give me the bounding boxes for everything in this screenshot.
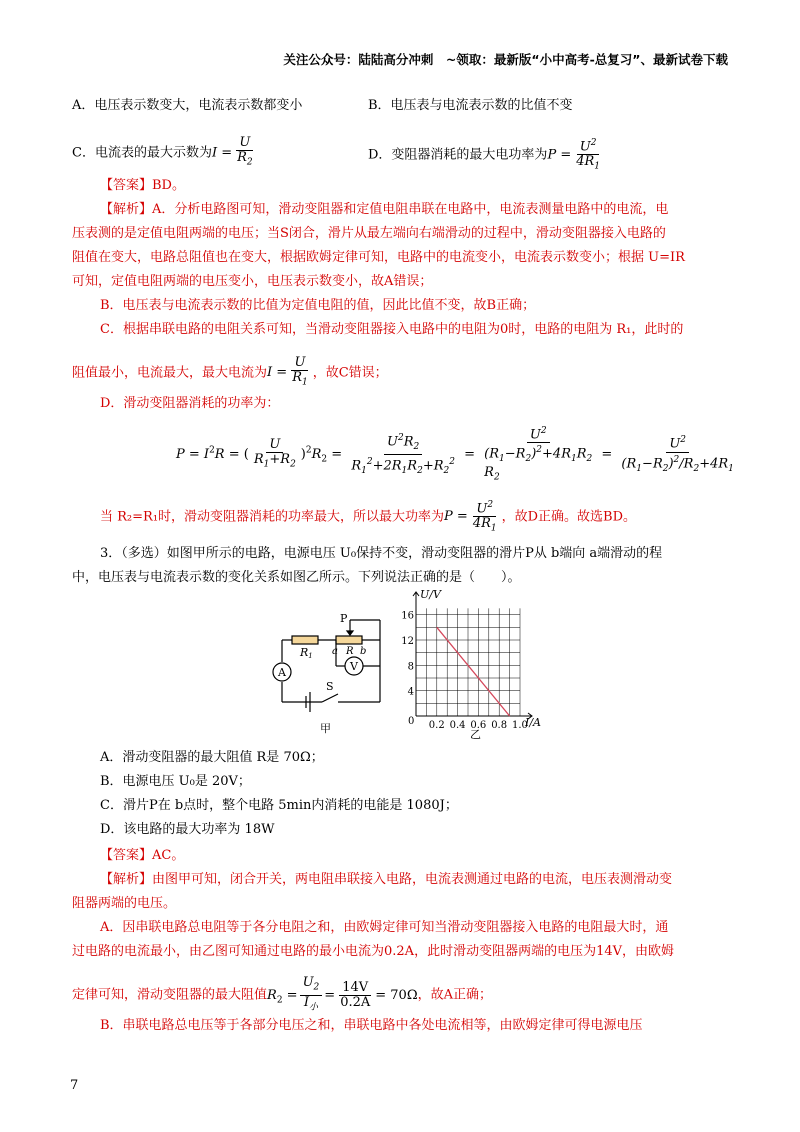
- q3-explanation-a1: A．因串联电路总电阻等于各分电阻之和，由欧姆定律可知当滑动变阻器接入电路的电阻最大时，通: [100, 920, 669, 935]
- q3-explanation-a3: 定律可知，滑动变阻器的最大阻值$R_2$ = $\frac{U_2}{I_小}$ = $\frac{14V}{0.2A}$ = 70Ω，故A正确；: [72, 975, 492, 1013]
- prev-option-a: A．电压表示数变大，电流表示数都变小: [72, 98, 303, 113]
- origin-label: 0: [408, 716, 415, 727]
- x-tick-label: 0.6: [470, 720, 487, 731]
- page-header: 关注公众号：陆陆高分冲刺 ~领取：最新版“小中高考-总复习”、最新试卷下载: [283, 52, 728, 67]
- prev-explanation-c1: C．根据串联电路的电阻关系可知，当滑动变阻器接入电路中的电阻为0时，电路的电阻为 R₁，此时的: [100, 322, 684, 337]
- x-axis: [416, 713, 532, 719]
- figure-jia-label: 甲: [320, 722, 331, 735]
- q3-option-a: A．滑动变阻器的最大阻值 R是 70Ω；: [100, 750, 324, 765]
- q3-option-c: C．滑片P在 b点时，整个电路 5min内消耗的电能是 1080J；: [100, 798, 458, 813]
- resistor-r1-label: R1: [300, 646, 313, 660]
- y-axis-label: U/V: [420, 588, 441, 601]
- q3-option-d: D．该电路的最大功率为 18W: [100, 822, 275, 837]
- x-tick-label: 0.2: [428, 720, 445, 731]
- q3-explanation-a2: 过电路的电流最小，由乙图可知通过电路的最小电流为0.2A，此时滑动变阻器两端的电压为14V，由欧姆: [72, 944, 674, 959]
- node-a-label: a: [332, 646, 338, 657]
- q3-explanation-b1: B．串联电路总电压等于各部分电压之和，串联电路中各处电流相等，由欧姆定律可得电源电压: [100, 1018, 643, 1033]
- q3-stem-line-1: 3．（多选）如图甲所示的电路，电源电压 U₀保持不变，滑动变阻器的滑片P从 b端向 a端滑动的程: [100, 546, 663, 561]
- x-tick-label: 0.4: [449, 720, 466, 731]
- prev-explanation-b: B．电压表与电流表示数的比值为定值电阻的值，因此比值不变，故B正确；: [100, 298, 536, 313]
- y-tick-label: 12: [401, 636, 414, 647]
- prev-explanation-line-1: 【解析】A．分析电路图可知，滑动变阻器和定值电阻串联在电路中，电流表测量电路中的电流，电: [100, 202, 669, 217]
- prev-answer: 【答案】BD。: [100, 178, 185, 193]
- prev-option-b: B．电压表与电流表示数的比值不变: [368, 98, 573, 113]
- q3-stem-line-2: 中，电压表与电流表示数的变化关系如图乙所示。下列说法正确的是（ ）。: [72, 570, 521, 585]
- q3-option-b: B．电源电压 U₀是 20V；: [100, 774, 251, 789]
- prev-explanation-line-2: 压表测的是定值电阻两端的电压；当S闭合，滑片从最左端向右端滑动的过程中，滑动变阻器接入电路的: [72, 226, 666, 241]
- slider-p-label: P: [340, 612, 348, 625]
- series-line: [437, 627, 510, 716]
- prev-conclusion: 当 R₂=R₁时，滑动变阻器消耗的功率最大，所以最大功率为P = $\frac{U^2}{4R_1}$ ，故D正确。故选BD。: [100, 500, 637, 534]
- q3-explanation-line-1: 【解析】由图甲可知，闭合开关，两电阻串联接入电路，电流表测通过电路的电流，电压表测滑动变: [100, 872, 673, 887]
- u-i-graph: [401, 588, 541, 741]
- rheostat-r-label: R: [346, 646, 354, 657]
- prev-explanation-d1: D．滑动变阻器消耗的功率为：: [100, 396, 280, 411]
- switch-label: S: [326, 680, 334, 693]
- node-b-label: b: [360, 646, 367, 657]
- y-tick-label: 16: [401, 610, 414, 622]
- prev-explanation-c2: 阻值最小，电流最大，最大电流为I = $\frac{U}{R_1}$ ，故C错误；: [72, 355, 388, 388]
- x-axis-label: I/A: [525, 716, 541, 729]
- power-formula: $P = I^2R$ = ( $\frac{U}{R_1+R_2}$ )$^2R_2$ = $\frac{U^2R_2}{R_1^2+2R_1R_2+R_2^2}$ = $U^2$ $(R_1-R_2)^2+4R_1R_2$ $R_2$ = $\frac{U^2}{(R_1-R_2)^2/R_2+4R_1}$: [176, 426, 734, 483]
- page-number: 7: [70, 1078, 79, 1093]
- x-tick-label: 0.8: [491, 720, 508, 731]
- figure-yi-label: 乙: [470, 728, 481, 741]
- circuit-diagram: [262, 606, 402, 736]
- prev-option-c: C．电流表的最大示数为I = $\frac{U}{R_2}$: [72, 135, 253, 168]
- y-tick-label: 8: [407, 661, 414, 673]
- q3-explanation-line-2: 阻器两端的电压。: [72, 896, 177, 911]
- prev-explanation-line-4: 可知，定值电阻两端的电压变小，电压表示数变小，故A错误；: [72, 274, 433, 289]
- prev-option-d: D．变阻器消耗的最大电功率为P = $\frac{U^2}{4R_1}$: [368, 138, 601, 172]
- prev-explanation-line-3: 阻值在变大，电路总阻值也在变大，根据欧姆定律可知，电路中的电流变小，电流表示数变小；根据 U=IR: [72, 250, 685, 265]
- ammeter-label: A: [278, 666, 286, 679]
- q3-answer: 【答案】AC。: [100, 848, 185, 863]
- voltmeter-label: V: [350, 660, 358, 673]
- y-tick-label: 4: [407, 686, 414, 698]
- x-tick-label: 1.0: [512, 720, 528, 731]
